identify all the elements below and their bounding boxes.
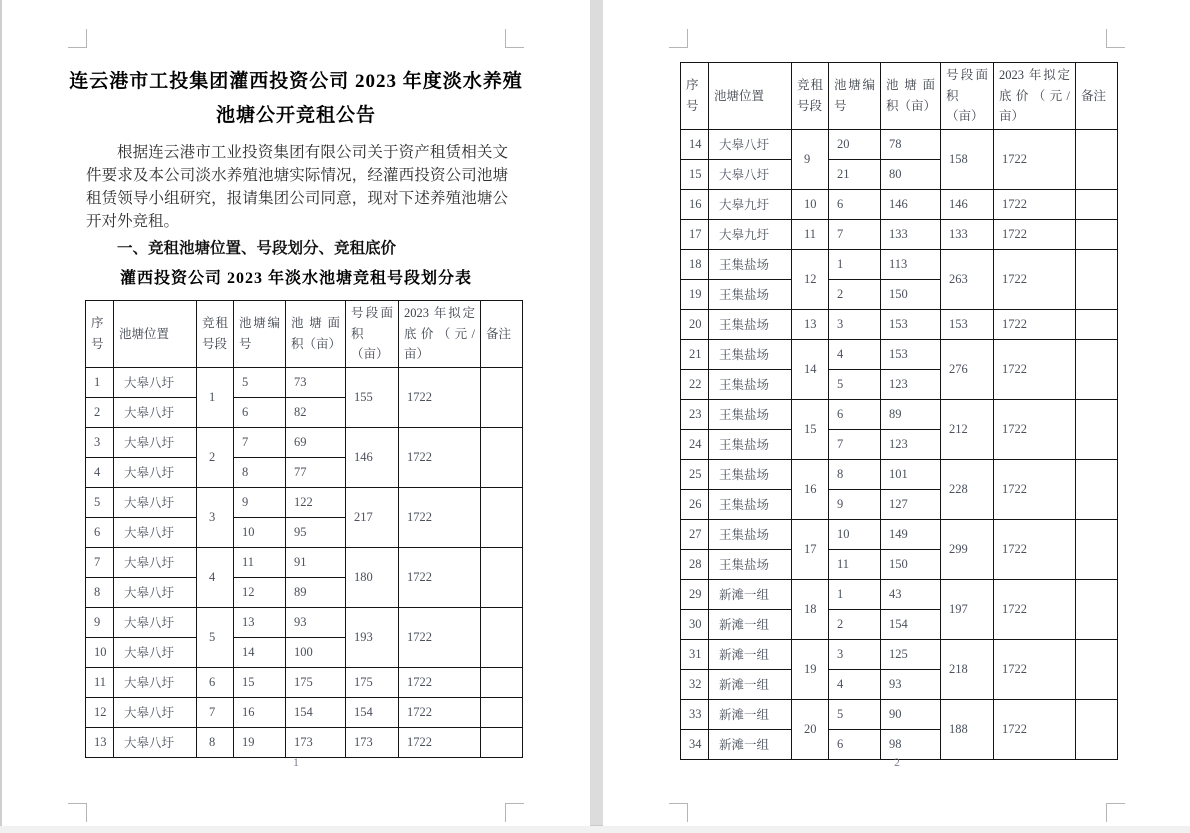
table-cell: 王集盐场 — [709, 309, 792, 339]
page-number: 2 — [894, 757, 900, 769]
table-cell: 150 — [881, 549, 941, 579]
table-cell: 8 — [234, 457, 286, 487]
column-header: 池塘位置 — [709, 63, 792, 130]
table-cell: 78 — [881, 129, 941, 159]
table-cell: 新滩一组 — [709, 729, 792, 759]
table-row — [86, 547, 523, 577]
table-cell — [1076, 189, 1118, 219]
table-cell: 1722 — [994, 639, 1076, 699]
margin-corner-mark — [68, 803, 87, 822]
table-row — [86, 607, 523, 637]
margin-corner-mark — [1106, 29, 1125, 48]
table-cell: 19 — [234, 727, 286, 757]
table-cell: 20 — [829, 129, 881, 159]
table-cell: 146 — [941, 189, 994, 219]
table-cell: 1722 — [994, 399, 1076, 459]
table-cell: 13 — [86, 727, 114, 757]
table-row — [86, 667, 523, 697]
table-cell: 6 — [197, 667, 234, 697]
table-cell: 9 — [792, 129, 829, 189]
table-cell: 100 — [286, 637, 346, 667]
table-cell: 33 — [681, 699, 709, 729]
table-cell: 276 — [941, 339, 994, 399]
table-row — [681, 189, 1118, 219]
table-cell: 15 — [234, 667, 286, 697]
table-cell: 1722 — [399, 607, 481, 667]
table-cell — [1076, 129, 1118, 189]
table-cell: 大皋八圩 — [114, 547, 197, 577]
table-cell: 8 — [197, 727, 234, 757]
column-header: 池塘位置 — [114, 301, 197, 368]
table-cell — [481, 547, 523, 607]
table-cell: 12 — [86, 697, 114, 727]
margin-corner-mark — [669, 29, 688, 48]
table-cell: 新滩一组 — [709, 639, 792, 669]
table-cell: 11 — [829, 549, 881, 579]
table-cell: 大皋八圩 — [709, 159, 792, 189]
column-header: 竞租号段 — [197, 301, 234, 368]
margin-corner-mark — [1106, 803, 1125, 822]
table-cell — [1076, 459, 1118, 519]
table-cell: 2 — [829, 609, 881, 639]
table-row — [86, 727, 523, 757]
table-cell: 3 — [829, 639, 881, 669]
table-cell: 158 — [941, 129, 994, 189]
table-cell: 8 — [86, 577, 114, 607]
table-cell: 4 — [197, 547, 234, 607]
column-header: 序号 — [681, 63, 709, 130]
table-cell: 212 — [941, 399, 994, 459]
table-cell: 154 — [881, 609, 941, 639]
table-cell: 30 — [681, 609, 709, 639]
table-cell: 146 — [346, 427, 399, 487]
table-cell: 7 — [829, 429, 881, 459]
table-cell: 11 — [792, 219, 829, 249]
table-cell: 20 — [792, 699, 829, 759]
table-cell — [481, 607, 523, 667]
table-cell: 27 — [681, 519, 709, 549]
table-cell: 1722 — [399, 667, 481, 697]
table-cell: 大皋九圩 — [709, 219, 792, 249]
table-cell: 133 — [941, 219, 994, 249]
table-cell: 1722 — [994, 519, 1076, 579]
table-cell: 123 — [881, 369, 941, 399]
table-cell: 82 — [286, 397, 346, 427]
table-cell: 228 — [941, 459, 994, 519]
table-cell: 193 — [346, 607, 399, 667]
table-cell — [1076, 639, 1118, 699]
table-cell: 149 — [881, 519, 941, 549]
table-cell: 1 — [829, 579, 881, 609]
table-cell: 154 — [346, 697, 399, 727]
table-cell: 90 — [881, 699, 941, 729]
table-row — [681, 639, 1118, 669]
table-cell: 122 — [286, 487, 346, 517]
table-cell: 大皋八圩 — [114, 727, 197, 757]
table-header-row — [86, 301, 523, 368]
table-cell: 4 — [86, 457, 114, 487]
table-head — [681, 63, 1118, 130]
table-cell: 大皋八圩 — [114, 667, 197, 697]
table-cell: 89 — [286, 577, 346, 607]
table-cell: 89 — [881, 399, 941, 429]
pond-segment-table-page2 — [680, 62, 1118, 760]
pond-segment-table-page1 — [85, 300, 523, 758]
table-cell: 王集盐场 — [709, 399, 792, 429]
table-cell: 4 — [829, 339, 881, 369]
table-row — [681, 309, 1118, 339]
column-header: 备注 — [481, 301, 523, 368]
table-cell: 7 — [86, 547, 114, 577]
table-cell — [1076, 399, 1118, 459]
table-cell: 1722 — [399, 367, 481, 427]
table-cell: 11 — [86, 667, 114, 697]
table-cell — [481, 487, 523, 547]
table-cell — [1076, 699, 1118, 759]
table-cell: 王集盐场 — [709, 249, 792, 279]
table-cell: 3 — [829, 309, 881, 339]
table-cell: 5 — [234, 367, 286, 397]
table-cell: 14 — [681, 129, 709, 159]
table-cell: 43 — [881, 579, 941, 609]
table-cell: 13 — [234, 607, 286, 637]
table-cell: 1722 — [399, 547, 481, 607]
intro-paragraph: 根据连云港市工业投资集团有限公司关于资产租赁相关文件要求及本公司淡水养殖池塘实际情况，经灌西投资公司池塘租赁领导小组研究，报请集团公司同意，现对下述养殖池塘公开对外竞租。 — [86, 144, 508, 230]
table-cell: 1722 — [994, 129, 1076, 189]
table-cell: 23 — [681, 399, 709, 429]
table-cell: 1722 — [994, 219, 1076, 249]
table-cell: 80 — [881, 159, 941, 189]
table-cell: 2 — [829, 279, 881, 309]
table-cell: 新滩一组 — [709, 609, 792, 639]
document-page-2 — [603, 0, 1190, 826]
table-cell: 7 — [197, 697, 234, 727]
table-cell: 15 — [792, 399, 829, 459]
table-cell: 18 — [792, 579, 829, 639]
column-header: 池塘面积（亩） — [881, 63, 941, 130]
table-cell: 93 — [881, 669, 941, 699]
table-cell: 3 — [197, 487, 234, 547]
table-cell: 218 — [941, 639, 994, 699]
page-number: 1 — [293, 757, 299, 769]
table-cell: 王集盐场 — [709, 519, 792, 549]
table-cell: 大皋八圩 — [114, 397, 197, 427]
table-cell: 6 — [829, 189, 881, 219]
table-cell: 22 — [681, 369, 709, 399]
column-header: 池塘面积（亩） — [286, 301, 346, 368]
table-cell: 175 — [286, 667, 346, 697]
table-cell: 175 — [346, 667, 399, 697]
table-cell: 5 — [86, 487, 114, 517]
table-cell: 153 — [881, 339, 941, 369]
section-heading: 一、竞租池塘位置、号段划分、竞租底价 — [117, 240, 397, 257]
table-cell — [1076, 219, 1118, 249]
table-cell: 91 — [286, 547, 346, 577]
table-cell — [481, 367, 523, 427]
table-cell: 14 — [234, 637, 286, 667]
table-row — [86, 427, 523, 457]
table-cell: 173 — [286, 727, 346, 757]
table-cell: 1722 — [994, 339, 1076, 399]
table-cell: 1722 — [399, 727, 481, 757]
table-cell: 125 — [881, 639, 941, 669]
table-cell: 大皋八圩 — [114, 637, 197, 667]
table-cell: 5 — [829, 699, 881, 729]
table-cell: 14 — [792, 339, 829, 399]
table-cell: 9 — [86, 607, 114, 637]
table-cell: 32 — [681, 669, 709, 699]
table-cell — [481, 427, 523, 487]
table-cell: 王集盐场 — [709, 549, 792, 579]
table-cell: 19 — [792, 639, 829, 699]
table-cell: 2 — [197, 427, 234, 487]
table-cell: 173 — [346, 727, 399, 757]
table-row — [681, 219, 1118, 249]
table-cell: 王集盐场 — [709, 489, 792, 519]
column-header: 2023 年拟定底价（元/亩） — [994, 63, 1076, 130]
table-cell: 34 — [681, 729, 709, 759]
table-cell: 16 — [681, 189, 709, 219]
table-cell: 12 — [234, 577, 286, 607]
table-cell: 大皋八圩 — [114, 427, 197, 457]
table-cell: 299 — [941, 519, 994, 579]
column-header: 池塘编号 — [829, 63, 881, 130]
table-cell: 24 — [681, 429, 709, 459]
table-cell — [1076, 249, 1118, 309]
table-cell: 150 — [881, 279, 941, 309]
table-cell: 10 — [86, 637, 114, 667]
table-cell: 6 — [829, 729, 881, 759]
table-cell: 大皋八圩 — [114, 517, 197, 547]
table-cell: 197 — [941, 579, 994, 639]
table-cell: 17 — [681, 219, 709, 249]
table-cell: 18 — [681, 249, 709, 279]
table-cell: 127 — [881, 489, 941, 519]
table-cell: 217 — [346, 487, 399, 547]
column-header: 号段面积（亩） — [941, 63, 994, 130]
table-cell: 16 — [234, 697, 286, 727]
table-cell: 1722 — [994, 309, 1076, 339]
table-row — [681, 129, 1118, 159]
document-page-1 — [2, 0, 590, 826]
table-cell: 1722 — [994, 459, 1076, 519]
table-cell: 3 — [86, 427, 114, 457]
table-cell: 1722 — [994, 189, 1076, 219]
table-cell: 153 — [881, 309, 941, 339]
table-cell: 123 — [881, 429, 941, 459]
margin-corner-mark — [505, 803, 524, 822]
table-cell: 180 — [346, 547, 399, 607]
margin-corner-mark — [669, 803, 688, 822]
table-cell: 188 — [941, 699, 994, 759]
column-header: 2023 年拟定底价（元/亩） — [399, 301, 481, 368]
table-cell: 王集盐场 — [709, 429, 792, 459]
table-cell: 155 — [346, 367, 399, 427]
table-cell: 1722 — [994, 699, 1076, 759]
table-cell: 13 — [792, 309, 829, 339]
table-cell: 95 — [286, 517, 346, 547]
page-gap — [590, 0, 603, 826]
table-cell: 133 — [881, 219, 941, 249]
table-row — [681, 249, 1118, 279]
table-cell: 154 — [286, 697, 346, 727]
table-cell: 77 — [286, 457, 346, 487]
margin-corner-mark — [505, 29, 524, 48]
table-cell: 1722 — [399, 427, 481, 487]
table-cell: 大皋八圩 — [114, 487, 197, 517]
table-cell — [1076, 339, 1118, 399]
table-cell: 25 — [681, 459, 709, 489]
table-cell: 11 — [234, 547, 286, 577]
table-cell: 大皋八圩 — [114, 367, 197, 397]
document-title-line2: 池塘公开竞租公告 — [215, 105, 376, 126]
document-title-line1: 连云港市工投集团灌西投资公司 2023 年度淡水养殖 — [69, 71, 523, 92]
column-header: 备注 — [1076, 63, 1118, 130]
canvas-bottom-strip — [0, 825, 1190, 833]
table-cell: 大皋九圩 — [709, 189, 792, 219]
table-cell: 7 — [234, 427, 286, 457]
table-cell: 263 — [941, 249, 994, 309]
table-cell: 16 — [792, 459, 829, 519]
column-header: 池塘编号 — [234, 301, 286, 368]
table-cell: 5 — [829, 369, 881, 399]
table-cell: 大皋八圩 — [114, 457, 197, 487]
table-cell: 26 — [681, 489, 709, 519]
table-cell: 新滩一组 — [709, 579, 792, 609]
table-cell — [481, 727, 523, 757]
table-cell — [481, 697, 523, 727]
column-header: 竞租号段 — [792, 63, 829, 130]
table-cell: 20 — [681, 309, 709, 339]
table-cell: 4 — [829, 669, 881, 699]
table-cell: 8 — [829, 459, 881, 489]
table-row — [681, 399, 1118, 429]
table-cell: 69 — [286, 427, 346, 457]
table-cell — [1076, 519, 1118, 579]
table-cell: 17 — [792, 519, 829, 579]
table-cell: 王集盐场 — [709, 339, 792, 369]
table-cell: 1722 — [994, 579, 1076, 639]
table-cell: 21 — [681, 339, 709, 369]
table-cell: 6 — [829, 399, 881, 429]
table-cell: 2 — [86, 397, 114, 427]
table-cell: 19 — [681, 279, 709, 309]
table-cell: 王集盐场 — [709, 459, 792, 489]
table-cell: 1 — [197, 367, 234, 427]
table-cell: 1722 — [399, 697, 481, 727]
table-cell: 146 — [881, 189, 941, 219]
table-cell: 大皋八圩 — [709, 129, 792, 159]
table-cell: 大皋八圩 — [114, 607, 197, 637]
table-cell: 93 — [286, 607, 346, 637]
table-row — [681, 339, 1118, 369]
table-cell: 1 — [829, 249, 881, 279]
table-row — [681, 699, 1118, 729]
table-cell: 6 — [234, 397, 286, 427]
table-cell — [1076, 579, 1118, 639]
table-title: 灌西投资公司 2023 年淡水池塘竞租号段划分表 — [119, 270, 472, 287]
table-cell — [481, 667, 523, 697]
table-row — [86, 697, 523, 727]
table-cell: 113 — [881, 249, 941, 279]
table-cell: 1722 — [399, 487, 481, 547]
table-head — [86, 301, 523, 368]
table-cell: 王集盐场 — [709, 369, 792, 399]
table-cell: 153 — [941, 309, 994, 339]
table-cell: 15 — [681, 159, 709, 189]
table-cell — [1076, 309, 1118, 339]
column-header: 号段面积（亩） — [346, 301, 399, 368]
table-cell: 10 — [234, 517, 286, 547]
table-cell: 73 — [286, 367, 346, 397]
table-cell: 101 — [881, 459, 941, 489]
table-cell: 大皋八圩 — [114, 697, 197, 727]
table-cell: 10 — [829, 519, 881, 549]
table-cell: 9 — [234, 487, 286, 517]
table-cell: 1722 — [994, 249, 1076, 309]
table-row — [681, 579, 1118, 609]
table-cell: 29 — [681, 579, 709, 609]
table-row — [681, 459, 1118, 489]
table-cell: 10 — [792, 189, 829, 219]
table-cell: 王集盐场 — [709, 279, 792, 309]
table-cell: 7 — [829, 219, 881, 249]
table-row — [681, 519, 1118, 549]
table-row — [86, 487, 523, 517]
table-body — [86, 367, 523, 757]
table-cell: 12 — [792, 249, 829, 309]
table-cell: 新滩一组 — [709, 669, 792, 699]
table-cell: 5 — [197, 607, 234, 667]
column-header: 序号 — [86, 301, 114, 368]
table-header-row — [681, 63, 1118, 130]
table-body — [681, 129, 1118, 759]
table-cell: 31 — [681, 639, 709, 669]
table-cell: 6 — [86, 517, 114, 547]
table-cell: 9 — [829, 489, 881, 519]
table-cell: 98 — [881, 729, 941, 759]
table-cell: 新滩一组 — [709, 699, 792, 729]
table-cell: 大皋八圩 — [114, 577, 197, 607]
table-cell: 28 — [681, 549, 709, 579]
table-row — [86, 367, 523, 397]
margin-corner-mark — [68, 29, 87, 48]
table-cell: 21 — [829, 159, 881, 189]
table-cell: 1 — [86, 367, 114, 397]
